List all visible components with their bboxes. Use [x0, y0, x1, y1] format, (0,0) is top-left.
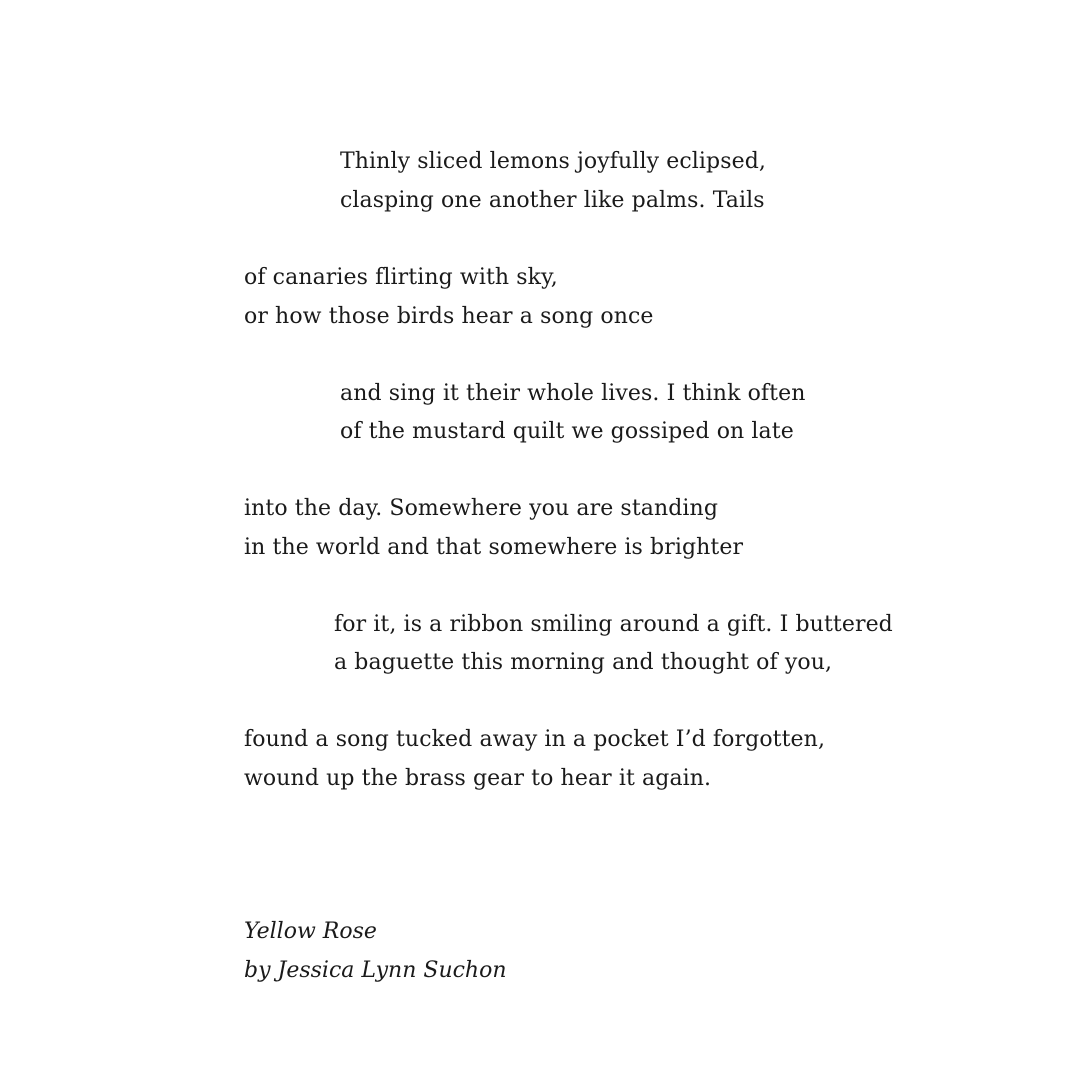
- poem-line: of the mustard quilt we gossiped on late: [340, 419, 794, 444]
- poem-line: for it, is a ribbon smiling around a gift. I buttered: [334, 612, 893, 637]
- poem-line: and sing it their whole lives. I think often: [340, 381, 806, 406]
- poem-line: in the world and that somewhere is brighter: [244, 535, 744, 560]
- poem-line: of canaries flirting with sky,: [244, 265, 558, 290]
- poem-line: or how those birds hear a song once: [244, 304, 654, 329]
- poem-line: clasping one another like palms. Tails: [340, 188, 765, 213]
- poem-line: a baguette this morning and thought of you,: [334, 650, 833, 675]
- poem-title: Yellow Rose: [244, 919, 377, 944]
- poem-author-byline: by Jessica Lynn Suchon: [244, 958, 507, 983]
- poem-line: found a song tucked away in a pocket I’d forgotten,: [244, 727, 826, 752]
- poem-line: wound up the brass gear to hear it again.: [244, 766, 712, 791]
- poem-line: Thinly sliced lemons joyfully eclipsed,: [340, 149, 766, 174]
- poem-line: into the day. Somewhere you are standing: [244, 496, 719, 521]
